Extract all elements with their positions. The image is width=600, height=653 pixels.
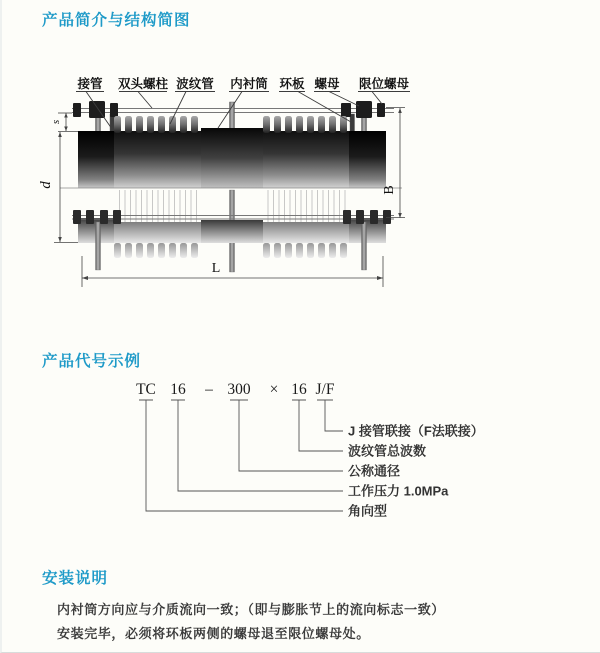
code-part-dash: –	[205, 381, 213, 398]
section-title-installation: 安装说明	[42, 570, 109, 587]
code-part-waves: 16	[291, 381, 307, 398]
dim-B-label: B	[382, 185, 397, 195]
label-double-end-stud: 双头螺柱	[117, 77, 169, 91]
code-part-times: ×	[269, 381, 279, 398]
technical-drawing-canvas	[2, 0, 600, 652]
section-title-product-intro: 产品简介与结构简图	[42, 12, 191, 29]
shell-upper-half	[78, 128, 386, 188]
part-labels	[76, 76, 409, 91]
code-part-connection: J/F	[315, 381, 335, 398]
callout-nominal-diameter: 公称通径	[348, 463, 401, 479]
label-ring-plate: 环板	[279, 77, 305, 91]
expansion-joint-drawing	[38, 76, 410, 287]
code-callout-lines	[139, 400, 343, 511]
installation-instruction-1: 内衬筒方向应与介质流向一致；（即与膨胀节上的流向标志一致）	[57, 602, 445, 617]
nuts-top-rod	[73, 101, 385, 118]
installation-instruction-2: 安装完毕，必须将环板两侧的螺母退至限位螺母处。	[57, 626, 370, 641]
label-connecting-pipe: 接管	[77, 77, 103, 91]
callout-wave-count: 波纹管总波数	[348, 443, 427, 459]
label-bellows: 波纹管	[176, 77, 214, 91]
dim-L-label: L	[211, 261, 221, 276]
callout-working-pressure: 工作压力 1.0MPa	[348, 483, 449, 499]
callout-connection: J 接管联接（F法联接）	[348, 423, 484, 439]
dimension-d	[38, 132, 78, 243]
code-part-diameter: 300	[227, 381, 251, 398]
section-title-code-example: 产品代号示例	[42, 353, 142, 370]
code-part-pressure: 16	[170, 381, 186, 398]
code-part-type: TC	[136, 381, 156, 398]
code-callout-labels	[348, 424, 484, 519]
code-string	[136, 381, 335, 398]
shell-lower-half	[78, 190, 386, 272]
product-code-example	[136, 381, 484, 519]
dim-d-label: d	[38, 181, 54, 189]
label-nut: 螺母	[314, 77, 340, 91]
label-inner-liner: 内衬筒	[230, 77, 268, 91]
label-limit-nut: 限位螺母	[358, 77, 410, 91]
dim-s-label: s	[50, 119, 62, 125]
callout-angular-type: 角向型	[348, 503, 388, 519]
